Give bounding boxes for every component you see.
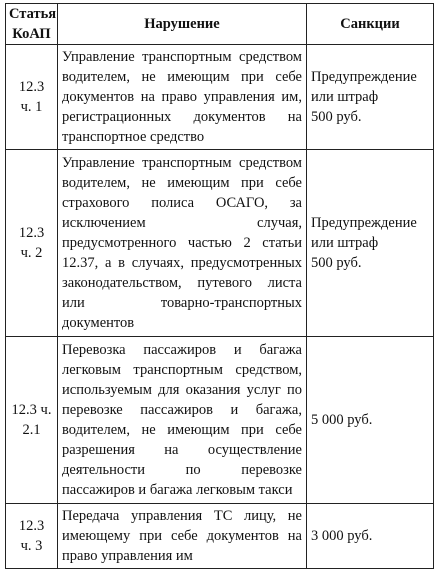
sanction-line: 500 руб.	[311, 109, 362, 125]
table-header-row	[6, 4, 434, 45]
sanction-line: 3 000 руб.	[311, 528, 373, 544]
header-sanctions: Санкции	[307, 4, 434, 45]
article-number: 12.3 ч.	[11, 402, 52, 418]
violation-cell: Управление транспортным средством водителем, не имеющим при себе страхового полиса ОСАГО, за исключением случая, предусмотренного частью 2 статьи 12.37, а в случаях, предусмотренных законодательством, путевого листа или товарно-транспортных документов	[58, 150, 307, 337]
sanction-line: Предупреждение	[311, 69, 417, 85]
article-number: 12.3	[18, 518, 45, 534]
table-row	[6, 337, 434, 504]
article-cell	[6, 337, 58, 504]
sanction-cell	[307, 504, 434, 569]
header-article-line2: КоАП	[12, 26, 51, 42]
sanction-line: или штраф	[311, 235, 379, 251]
violation-cell: Управление транспортным средством водителем, не имеющим при себе документов на право управления им, регистрационных документов на транспортное средство	[58, 45, 307, 150]
header-article	[6, 4, 58, 45]
koap-sanctions-table	[5, 3, 434, 569]
article-number: 12.3	[18, 79, 45, 95]
article-number: 12.3	[18, 225, 45, 241]
article-part: ч. 2	[20, 245, 43, 261]
article-part: ч. 1	[20, 99, 43, 115]
violation-cell: Перевозка пассажиров и багажа легковым транспортным средством, используемым для оказания услуг по перевозке пассажиров и багажа, водителем, не имеющим при себе разрешения на осуществление деятельности по перевозке пассажиров и багажа легковым такси	[58, 337, 307, 504]
article-cell	[6, 150, 58, 337]
article-part: 2.1	[22, 422, 41, 438]
table-row	[6, 45, 434, 150]
sanction-line: Предупреждение	[311, 215, 417, 231]
table-row	[6, 150, 434, 337]
header-violation: Нарушение	[58, 4, 307, 45]
sanction-cell	[307, 337, 434, 504]
article-part: ч. 3	[20, 538, 43, 554]
sanction-cell	[307, 45, 434, 150]
sanction-line: или штраф	[311, 89, 379, 105]
violation-cell: Передача управления ТС лицу, не имеющему при себе документов на право управления им	[58, 504, 307, 569]
sanction-cell	[307, 150, 434, 337]
page	[5, 3, 433, 569]
sanction-line: 500 руб.	[311, 255, 362, 271]
article-cell	[6, 45, 58, 150]
table-row	[6, 504, 434, 569]
sanction-line: 5 000 руб.	[311, 412, 373, 428]
article-cell	[6, 504, 58, 569]
header-article-line1: Статья	[9, 6, 57, 22]
